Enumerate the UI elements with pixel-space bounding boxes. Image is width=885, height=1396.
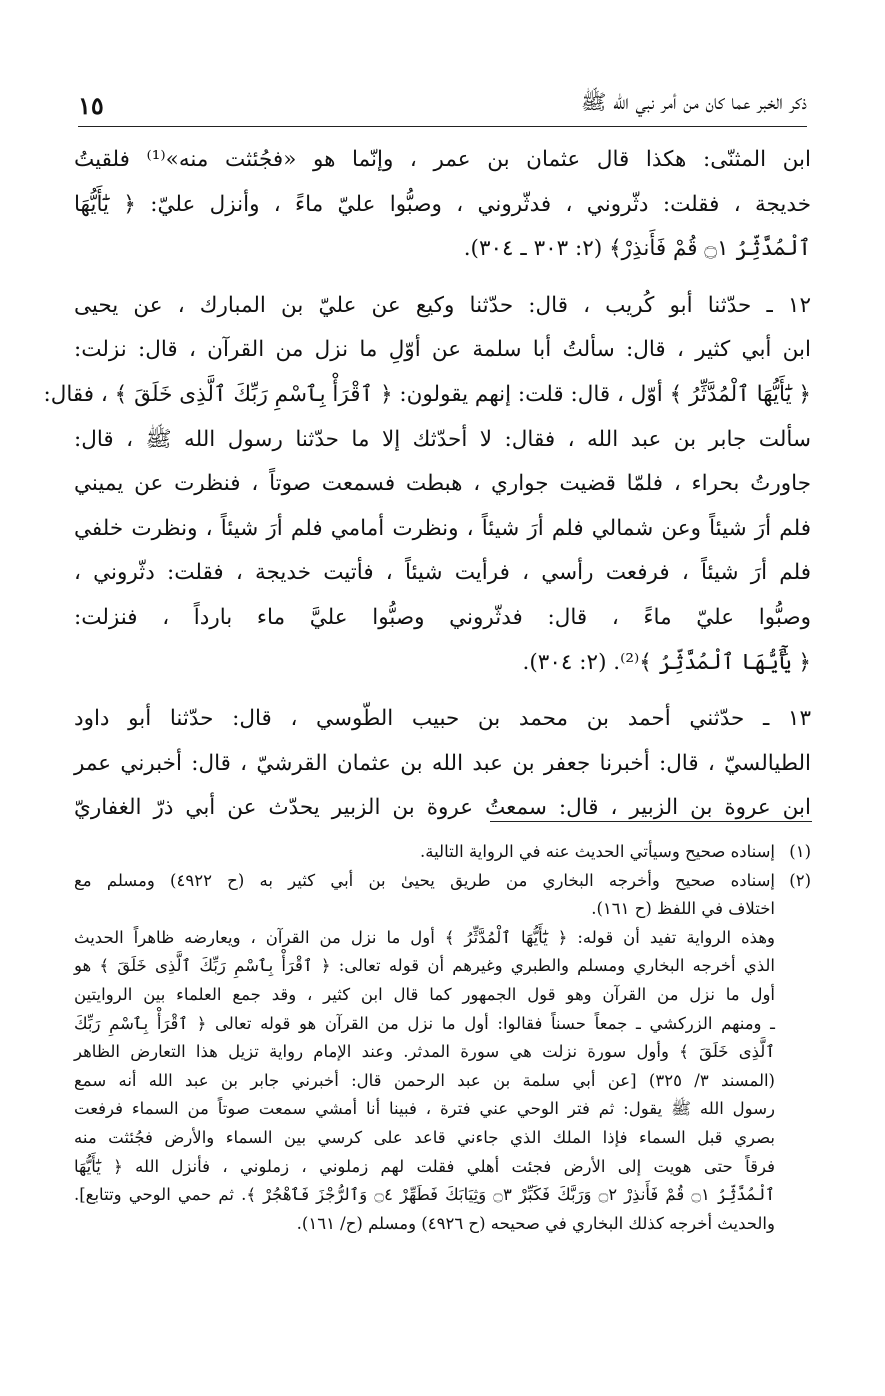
text-line: ﴿ يَٰٓأَيُّهَا ٱلْمُدَّثِّرُ ﴾ أوّل ، قال: قلت: إنهم يقولون: ﴿ ٱقْرَأْ بِٱسْمِ رَبِّكَ ٱلَّذِى خَلَقَ ﴾ ، فقال: bbox=[43, 381, 811, 407]
footnote-line: الذي أخرجه البخاري ومسلم والطبري وغيرهم أن قوله تعالى: ﴿ ٱقْرَأْ بِٱسْمِ رَبِّكَ ٱلَّذِى خَلَقَ ﴾ هو bbox=[74, 956, 775, 976]
running-header bbox=[78, 72, 807, 127]
text-line: سألت جابر بن عبد الله ، فقال: لا أحدّثك إلا ما حدّثنا رسول الله ﷺ ، قال: bbox=[74, 426, 811, 452]
paragraph-1 bbox=[74, 138, 811, 272]
footnote-divider bbox=[490, 821, 812, 822]
footnote-body bbox=[74, 867, 775, 924]
paragraph-hadith-12 bbox=[43, 284, 811, 685]
text-line: ١٣ ـ حدّثني أحمد بن محمد بن حبيب الطّوسي ، قال: حدّثنا أبو داود bbox=[74, 706, 811, 732]
text-line: ابن المثنّى: هكذا قال عثمان بن عمر ، وإنّما هو «فجُئثت منه»⁽¹⁾ فلقيتُ bbox=[74, 147, 811, 172]
footnotes bbox=[74, 838, 811, 1238]
footnote-body bbox=[74, 838, 775, 867]
text-line: فلم أرَ شيئاً ، فرفعت رأسي ، فرأيت شيئاً ، فأتيت خديجة ، فقلت: دثّروني ، bbox=[74, 560, 811, 586]
footnote-line: والحديث أخرجه كذلك البخاري في صحيحه (ح ٤٩٢٦) ومسلم (ح/ ١٦١). bbox=[296, 1213, 775, 1233]
text-line: ﴿ يَٰٓأَيُّهَا ٱلْمُدَّثِّرُ ﴾⁽²⁾. (٢: ٣٠٤). bbox=[522, 649, 811, 675]
footnote-line: إسناده صحيح وسيأتي الحديث عنه في الرواية التالية. bbox=[419, 842, 775, 861]
footnote-line: رسول الله ﷺ يقول: ثم فتر الوحي عني فترة ، فبينا أنا أمشي سمعت صوتاً من السماء فرفعت bbox=[74, 1099, 775, 1119]
footnote-line: اختلاف في اللفظ (ح ١٦١). bbox=[591, 899, 775, 919]
text-line: خديجة ، فقلت: دثّروني ، فدثّروني ، وصبُّوا عليّ ماءً ، وأنزل عليّ: ﴿ يَٰٓأَيُّهَا bbox=[74, 191, 811, 217]
text-line: ١٢ ـ حدّثنا أبو كُريب ، قال: حدّثنا وكيع عن عليّ بن المبارك ، عن يحيى bbox=[74, 292, 811, 318]
page-number: ١٥ bbox=[78, 91, 104, 120]
footnote-mark: (٢) bbox=[789, 870, 811, 890]
text-line: الطيالسيّ ، قال: أخبرنا جعفر بن عبد الله بن عثمان القرشيّ ، قال: أخبرني عمر bbox=[74, 750, 811, 776]
paragraph-hadith-13 bbox=[74, 697, 811, 831]
footnote-continuation bbox=[74, 924, 811, 1239]
text-line: جاورتُ بحراء ، فلمّا قضيت جواري ، هبطت فسمعت صوتاً ، فنظرت عن يميني bbox=[74, 471, 811, 497]
footnote-line: بصري قبل السماء فإذا الملك الذي جاءني قاعد على كرسي بين السماء والأرض فجُئثت منه bbox=[74, 1127, 775, 1147]
footnote-line: ٱلَّذِى خَلَقَ ﴾ وأول سورة نزلت هي سورة المدثر. وعند الإمام رواية تزيل هذا التعارض الظاهر bbox=[74, 1042, 775, 1062]
footnote-line: فرقاً حتى هويت إلى الأرض فجئت أهلي فقلت لهم زملوني ، زملوني ، فأنزل الله ﴿ يَٰٓأَيُّهَا bbox=[74, 1156, 775, 1176]
footnote-mark: (١) bbox=[789, 842, 811, 861]
footnote-1 bbox=[74, 838, 811, 867]
footnote-line: ٱلْمُدَّثِّرُ ۝١ قُمْ فَأَنذِرْ ۝٢ وَرَبَّكَ فَكَبِّرْ ۝٣ وَثِيَابَكَ فَطَهِّرْ ۝٤ وَٱلرُّجْزَ فَٱهْجُرْ ﴾. ثم حمي الوحي وتتابع]. bbox=[74, 1185, 775, 1205]
text-line: فلم أرَ شيئاً وعن شمالي فلم أرَ شيئاً ، ونظرت أمامي فلم أرَ شيئاً ، ونظرت خلفي bbox=[74, 515, 811, 541]
main-text bbox=[43, 138, 811, 843]
text-line: ٱلْمُدَّثِّرُ ۝١ قُمْ فَأَنذِرْ﴾ (٢: ٣٠٣ ـ ٣٠٤). bbox=[463, 236, 811, 262]
running-title: ذكر الخبر عما كان من أمر نبي الله ﷺ bbox=[581, 90, 807, 114]
text-line: ابن أبي كثير ، قال: سألتُ أبا سلمة عن أوّلِ ما نزل من القرآن ، قال: نزلت: bbox=[74, 337, 811, 363]
footnote-2 bbox=[74, 867, 811, 924]
text-line: وصبُّوا عليّ ماءً ، قال: فدثّروني وصبُّوا عليَّ ماء بارداً ، فنزلت: bbox=[74, 604, 811, 630]
footnote-line: (المسند ٣/ ٣٢٥) [عن أبي سلمة بن عبد الرحمن قال: أخبرني جابر بن عبد الله أنه سمع bbox=[74, 1070, 775, 1090]
footnote-line: أول ما نزل من القرآن وهو قول الجمهور كما قال ابن كثير ، وقد جمع العلماء بين الروايتين bbox=[74, 984, 775, 1004]
footnote-line: إسناده صحيح وأخرجه البخاري من طريق يحيىٰ بن أبي كثير به (ح ٤٩٢٢) ومسلم مع bbox=[74, 870, 775, 890]
footnote-line: ـ ومنهم الزركشي ـ جمعاً حسناً فقالوا: أول ما نزل من القرآن هو قوله تعالى ﴿ ٱقْرَأْ بِٱسْمِ رَبِّكَ bbox=[74, 1013, 775, 1033]
text-line: ابن عروة بن الزبير ، قال: سمعتُ عروة بن الزبير يحدّث عن أبي ذرّ الغفاريّ bbox=[74, 795, 811, 821]
footnote-line: وهذه الرواية تفيد أن قوله: ﴿ يَٰٓأَيُّهَا ٱلْمُدَّثِّرُ ﴾ أول ما نزل من القرآن ، ويعارضه ظاهراً الحديث bbox=[74, 927, 775, 947]
